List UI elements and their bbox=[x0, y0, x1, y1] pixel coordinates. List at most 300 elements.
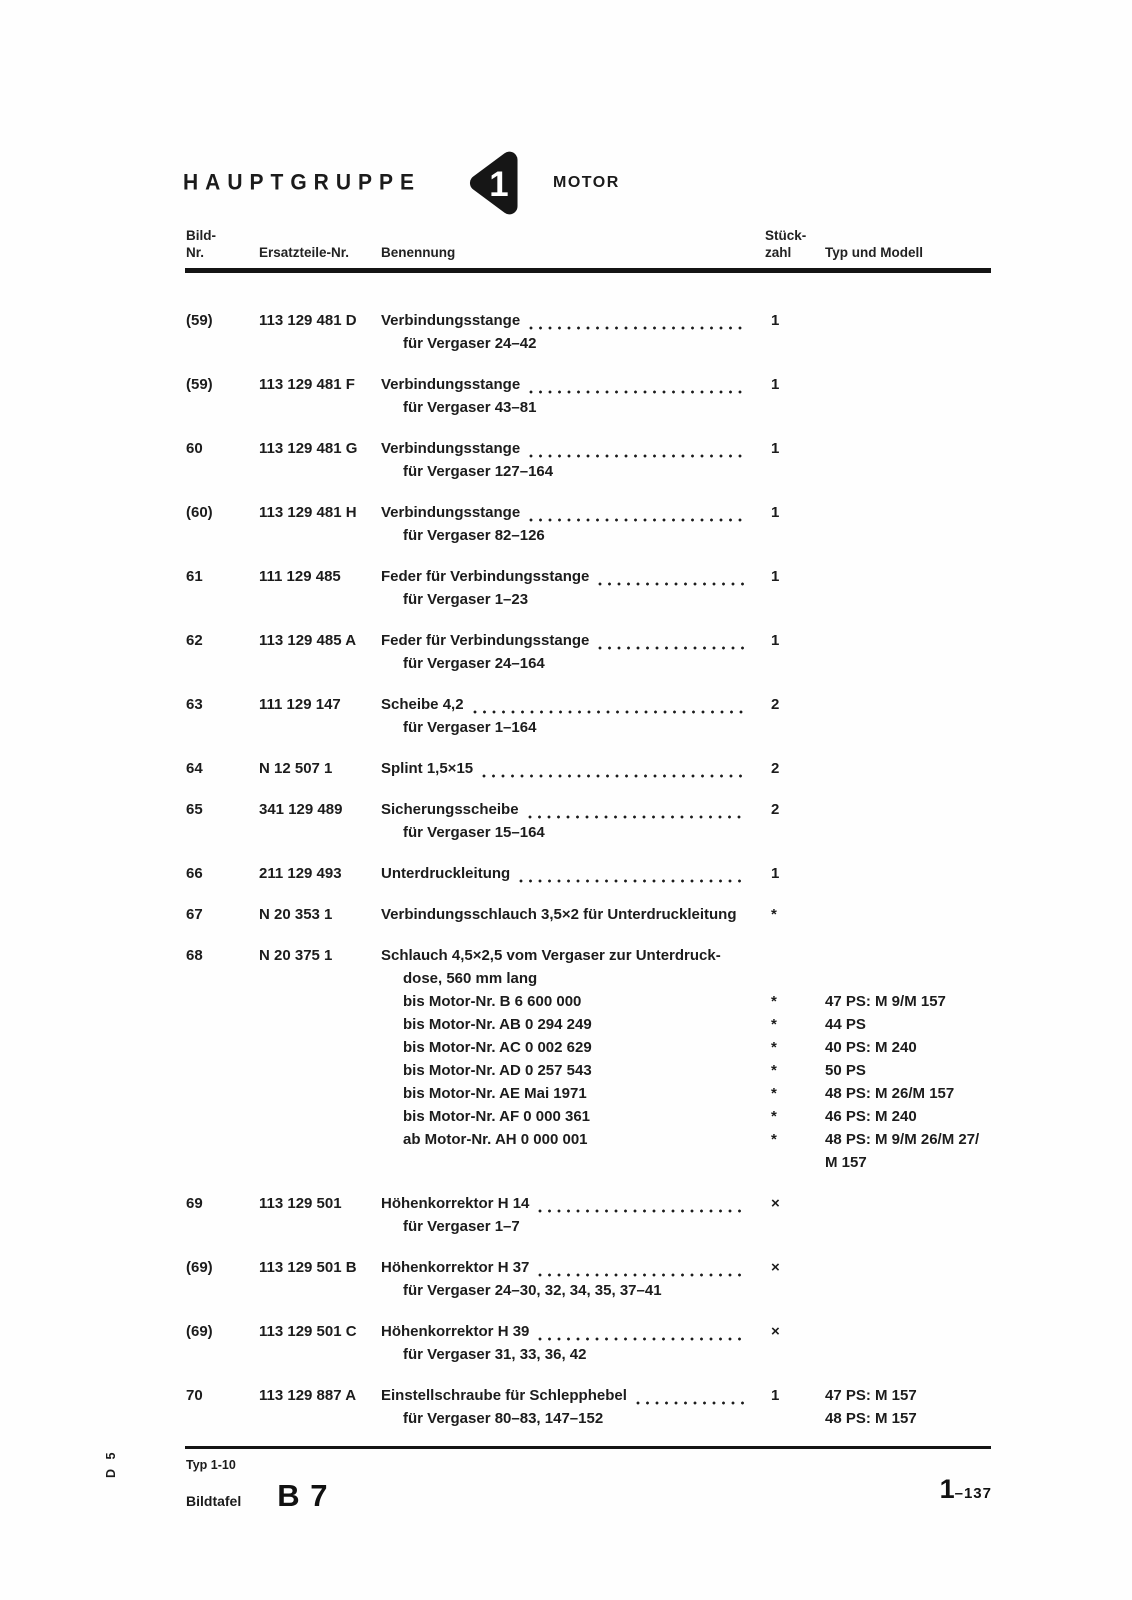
dot-leader bbox=[538, 1337, 747, 1341]
part-description bbox=[381, 903, 765, 926]
quantity: × bbox=[771, 1323, 780, 1340]
bild-nr: 65 bbox=[186, 801, 203, 818]
part-number: 111 129 485 bbox=[259, 568, 341, 585]
footer-bildtafel bbox=[186, 1478, 328, 1514]
table-row-line bbox=[186, 967, 1000, 990]
part-number bbox=[259, 396, 381, 419]
column-headers bbox=[186, 227, 1000, 261]
bildtafel-label: Bildtafel bbox=[186, 1493, 242, 1509]
part-description bbox=[381, 396, 765, 419]
part-number bbox=[259, 1279, 381, 1302]
part-number: N 20 353 1 bbox=[259, 906, 333, 923]
type-model: 47 PS: M 157 bbox=[825, 1387, 917, 1404]
bild-nr bbox=[186, 1151, 259, 1174]
table-row bbox=[186, 437, 1000, 483]
part-detail: für Vergaser 1–7 bbox=[403, 1218, 520, 1235]
bild-nr: (59) bbox=[186, 312, 213, 329]
part-number: 113 129 481 H bbox=[259, 504, 357, 521]
quantity bbox=[765, 716, 825, 739]
part-detail: bis Motor-Nr. AC 0 002 629 bbox=[403, 1039, 592, 1056]
type-model: 50 PS bbox=[825, 1062, 866, 1079]
part-description bbox=[381, 1128, 765, 1151]
part-name: Einstellschraube für Schlepphebel bbox=[381, 1387, 627, 1404]
table-row-line bbox=[186, 565, 1000, 588]
type-model bbox=[825, 821, 1000, 844]
bild-nr bbox=[186, 1407, 259, 1430]
table-row-line bbox=[186, 588, 1000, 611]
bild-nr: (69) bbox=[186, 1323, 213, 1340]
quantity: * bbox=[771, 1085, 777, 1102]
part-number bbox=[259, 990, 381, 1013]
type-model: 48 PS: M 9/M 26/M 27/ bbox=[825, 1131, 980, 1148]
part-number bbox=[259, 1013, 381, 1036]
column-header-benennung: Benennung bbox=[381, 245, 456, 260]
column-header-bild-nr: Bild- Nr. bbox=[186, 228, 216, 260]
type-model bbox=[825, 1215, 1000, 1238]
part-number bbox=[259, 1151, 381, 1174]
bild-nr: 69 bbox=[186, 1195, 203, 1212]
bild-nr: 61 bbox=[186, 568, 203, 585]
table-row-line bbox=[186, 1059, 1000, 1082]
part-number bbox=[259, 588, 381, 611]
part-description bbox=[381, 629, 765, 652]
table-row-line bbox=[186, 903, 1000, 926]
quantity: * bbox=[771, 1108, 777, 1125]
type-model bbox=[825, 309, 1000, 332]
part-description bbox=[381, 798, 765, 821]
table-row-line bbox=[186, 332, 1000, 355]
table-row bbox=[186, 1256, 1000, 1302]
page-number bbox=[940, 1474, 992, 1505]
header-divider bbox=[185, 268, 991, 273]
table-row bbox=[186, 565, 1000, 611]
table-row-line bbox=[186, 1192, 1000, 1215]
quantity: 2 bbox=[771, 801, 780, 818]
dot-leader bbox=[538, 1273, 747, 1277]
bild-nr bbox=[186, 1059, 259, 1082]
table-row-line bbox=[186, 1082, 1000, 1105]
bild-nr: 68 bbox=[186, 947, 203, 964]
type-model bbox=[825, 652, 1000, 675]
quantity: × bbox=[771, 1195, 780, 1212]
quantity: 1 bbox=[771, 376, 780, 393]
table-row-line bbox=[186, 944, 1000, 967]
part-detail: für Vergaser 1–164 bbox=[403, 719, 537, 736]
table-row-line bbox=[186, 821, 1000, 844]
part-number: 113 129 501 B bbox=[259, 1259, 357, 1276]
part-description bbox=[381, 821, 765, 844]
table-row-line bbox=[186, 757, 1000, 780]
table-row-line bbox=[186, 437, 1000, 460]
part-number bbox=[259, 332, 381, 355]
quantity bbox=[765, 524, 825, 547]
part-number: 113 129 485 A bbox=[259, 632, 357, 649]
quantity bbox=[765, 588, 825, 611]
part-name: Sicherungsscheibe bbox=[381, 801, 519, 818]
table-row-line bbox=[186, 1036, 1000, 1059]
footer-typ-range: Typ 1-10 bbox=[186, 1458, 236, 1472]
dot-leader bbox=[529, 326, 747, 330]
dot-leader bbox=[598, 646, 747, 650]
part-detail: für Vergaser 31, 33, 36, 42 bbox=[403, 1346, 587, 1363]
bild-nr bbox=[186, 1013, 259, 1036]
part-number: N 12 507 1 bbox=[259, 760, 333, 777]
part-number bbox=[259, 1215, 381, 1238]
part-detail: für Vergaser 24–42 bbox=[403, 335, 537, 352]
part-detail: für Vergaser 82–126 bbox=[403, 527, 545, 544]
type-model bbox=[825, 1343, 1000, 1366]
bild-nr: 64 bbox=[186, 760, 203, 777]
part-description bbox=[381, 1343, 765, 1366]
part-description bbox=[381, 1215, 765, 1238]
part-description bbox=[381, 716, 765, 739]
bild-nr bbox=[186, 588, 259, 611]
quantity bbox=[765, 967, 825, 990]
part-description bbox=[381, 1256, 765, 1279]
part-number bbox=[259, 1128, 381, 1151]
quantity: 1 bbox=[771, 312, 780, 329]
part-detail: für Vergaser 24–164 bbox=[403, 655, 545, 672]
quantity bbox=[765, 1215, 825, 1238]
table-row bbox=[186, 693, 1000, 739]
bild-nr bbox=[186, 990, 259, 1013]
bild-nr: 66 bbox=[186, 865, 203, 882]
type-model bbox=[825, 396, 1000, 419]
table-row bbox=[186, 757, 1000, 780]
page-number-rest: –137 bbox=[954, 1485, 992, 1502]
part-description bbox=[381, 1151, 765, 1174]
part-description bbox=[381, 1407, 765, 1430]
quantity: * bbox=[771, 993, 777, 1010]
type-model bbox=[825, 693, 1000, 716]
table-row-line bbox=[186, 309, 1000, 332]
type-model bbox=[825, 524, 1000, 547]
type-model bbox=[825, 903, 1000, 926]
bild-nr bbox=[186, 1279, 259, 1302]
dot-leader bbox=[598, 582, 747, 586]
part-number bbox=[259, 1105, 381, 1128]
table-row-line bbox=[186, 501, 1000, 524]
bild-nr bbox=[186, 1036, 259, 1059]
type-model: 40 PS: M 240 bbox=[825, 1039, 917, 1056]
part-name: Feder für Verbindungsstange bbox=[381, 632, 590, 649]
table-row bbox=[186, 1192, 1000, 1238]
part-description bbox=[381, 1320, 765, 1343]
quantity bbox=[765, 396, 825, 419]
dot-leader bbox=[528, 815, 747, 819]
type-model: 48 PS: M 157 bbox=[825, 1410, 917, 1427]
bild-nr bbox=[186, 396, 259, 419]
quantity: 1 bbox=[771, 440, 780, 457]
quantity: * bbox=[771, 906, 777, 923]
part-description bbox=[381, 524, 765, 547]
quantity: 1 bbox=[771, 568, 780, 585]
bild-nr bbox=[186, 524, 259, 547]
part-number bbox=[259, 821, 381, 844]
type-model bbox=[825, 944, 1000, 967]
part-name: Höhenkorrektor H 39 bbox=[381, 1323, 530, 1340]
part-description bbox=[381, 373, 765, 396]
quantity: 2 bbox=[771, 696, 780, 713]
bild-nr bbox=[186, 716, 259, 739]
part-name: Feder für Verbindungsstange bbox=[381, 568, 590, 585]
type-model bbox=[825, 629, 1000, 652]
quantity: * bbox=[771, 1016, 777, 1033]
part-name: Verbindungsschlauch 3,5×2 für Unterdruckleitung bbox=[381, 906, 737, 923]
quantity: 1 bbox=[771, 865, 780, 882]
bild-nr: (59) bbox=[186, 376, 213, 393]
part-number: 113 129 501 bbox=[259, 1195, 342, 1212]
type-model: 46 PS: M 240 bbox=[825, 1108, 917, 1125]
type-model bbox=[825, 437, 1000, 460]
type-model bbox=[825, 501, 1000, 524]
part-name: Höhenkorrektor H 37 bbox=[381, 1259, 530, 1276]
table-row-line bbox=[186, 373, 1000, 396]
part-description bbox=[381, 309, 765, 332]
group-name: MOTOR bbox=[553, 174, 620, 191]
table-row-line bbox=[186, 1151, 1000, 1174]
part-description bbox=[381, 565, 765, 588]
table-row-line bbox=[186, 1128, 1000, 1151]
part-description bbox=[381, 437, 765, 460]
table-row-line bbox=[186, 1320, 1000, 1343]
quantity bbox=[765, 944, 825, 967]
part-description bbox=[381, 1192, 765, 1215]
quantity: 1 bbox=[771, 1387, 780, 1404]
table-row-line bbox=[186, 1279, 1000, 1302]
dot-leader bbox=[538, 1209, 747, 1213]
quantity bbox=[765, 1343, 825, 1366]
part-name: Unterdruckleitung bbox=[381, 865, 511, 882]
dot-leader bbox=[473, 710, 747, 714]
bild-nr bbox=[186, 652, 259, 675]
table-row bbox=[186, 373, 1000, 419]
table-row bbox=[186, 944, 1000, 1174]
bild-nr bbox=[186, 821, 259, 844]
dot-leader bbox=[519, 879, 747, 883]
side-margin-label: D 5 bbox=[104, 1449, 118, 1478]
table-row-line bbox=[186, 460, 1000, 483]
part-description bbox=[381, 501, 765, 524]
table-row-line bbox=[186, 798, 1000, 821]
bild-nr bbox=[186, 1215, 259, 1238]
type-model bbox=[825, 862, 1000, 885]
quantity bbox=[765, 1407, 825, 1430]
table-row-line bbox=[186, 396, 1000, 419]
column-header-typ-und-modell: Typ und Modell bbox=[825, 245, 923, 260]
part-number: 113 129 481 F bbox=[259, 376, 355, 393]
table-row bbox=[186, 798, 1000, 844]
quantity bbox=[765, 821, 825, 844]
table-row-line bbox=[186, 1256, 1000, 1279]
part-number bbox=[259, 652, 381, 675]
part-number bbox=[259, 967, 381, 990]
bild-nr bbox=[186, 1343, 259, 1366]
part-number: N 20 375 1 bbox=[259, 947, 333, 964]
type-model: 48 PS: M 26/M 157 bbox=[825, 1085, 955, 1102]
part-name: Splint 1,5×15 bbox=[381, 760, 474, 777]
table-row bbox=[186, 862, 1000, 885]
part-name: Höhenkorrektor H 14 bbox=[381, 1195, 530, 1212]
quantity: 1 bbox=[771, 504, 780, 521]
table-row-line bbox=[186, 693, 1000, 716]
dot-leader bbox=[482, 774, 747, 778]
part-name: Verbindungsstange bbox=[381, 312, 521, 329]
table-row-line bbox=[186, 1407, 1000, 1430]
parts-table bbox=[186, 309, 1000, 1448]
bild-nr bbox=[186, 460, 259, 483]
part-description bbox=[381, 1013, 765, 1036]
type-model bbox=[825, 588, 1000, 611]
quantity: 1 bbox=[771, 632, 780, 649]
part-detail: für Vergaser 24–30, 32, 34, 35, 37–41 bbox=[403, 1282, 662, 1299]
part-number: 111 129 147 bbox=[259, 696, 341, 713]
part-description bbox=[381, 460, 765, 483]
quantity bbox=[765, 332, 825, 355]
dot-leader bbox=[529, 390, 747, 394]
page-header bbox=[183, 148, 803, 218]
table-row bbox=[186, 501, 1000, 547]
group-number-emblem bbox=[463, 149, 521, 217]
type-model bbox=[825, 332, 1000, 355]
part-name: Schlauch 4,5×2,5 vom Vergaser zur Unterdruck- bbox=[381, 947, 721, 964]
bild-nr: (69) bbox=[186, 1259, 213, 1276]
part-detail: für Vergaser 127–164 bbox=[403, 463, 554, 480]
quantity: × bbox=[771, 1259, 780, 1276]
table-row bbox=[186, 309, 1000, 355]
part-detail: für Vergaser 1–23 bbox=[403, 591, 529, 608]
bild-nr: 60 bbox=[186, 440, 203, 457]
part-description bbox=[381, 652, 765, 675]
part-number bbox=[259, 1082, 381, 1105]
type-model bbox=[825, 757, 1000, 780]
dot-leader bbox=[529, 518, 747, 522]
dot-leader bbox=[636, 1401, 747, 1405]
part-number: 211 129 493 bbox=[259, 865, 342, 882]
type-model bbox=[825, 1279, 1000, 1302]
table-row-line bbox=[186, 862, 1000, 885]
part-number: 113 129 501 C bbox=[259, 1323, 357, 1340]
part-detail: bis Motor-Nr. AE Mai 1971 bbox=[403, 1085, 587, 1102]
part-number: 113 129 887 A bbox=[259, 1387, 357, 1404]
type-model bbox=[825, 967, 1000, 990]
part-number bbox=[259, 524, 381, 547]
type-model bbox=[825, 1256, 1000, 1279]
table-row bbox=[186, 1384, 1000, 1430]
part-number bbox=[259, 1407, 381, 1430]
type-model: 47 PS: M 9/M 157 bbox=[825, 993, 946, 1010]
part-description bbox=[381, 1105, 765, 1128]
part-number: 113 129 481 G bbox=[259, 440, 358, 457]
table-row-line bbox=[186, 524, 1000, 547]
part-detail: bis Motor-Nr. AB 0 294 249 bbox=[403, 1016, 592, 1033]
column-header-stueckzahl: Stück- zahl bbox=[765, 228, 807, 260]
table-row-line bbox=[186, 990, 1000, 1013]
type-model bbox=[825, 460, 1000, 483]
part-number bbox=[259, 1343, 381, 1366]
part-description bbox=[381, 1279, 765, 1302]
part-name: Verbindungsstange bbox=[381, 504, 521, 521]
part-description bbox=[381, 693, 765, 716]
bild-nr bbox=[186, 1082, 259, 1105]
quantity: * bbox=[771, 1062, 777, 1079]
hauptgruppe-title: HAUPTGRUPPE bbox=[183, 170, 422, 195]
type-model bbox=[825, 1320, 1000, 1343]
part-description bbox=[381, 967, 765, 990]
table-row-line bbox=[186, 1013, 1000, 1036]
dot-leader bbox=[529, 454, 747, 458]
table-row-line bbox=[186, 629, 1000, 652]
part-description bbox=[381, 1059, 765, 1082]
part-name: Scheibe 4,2 bbox=[381, 696, 464, 713]
quantity: * bbox=[771, 1039, 777, 1056]
table-row bbox=[186, 1320, 1000, 1366]
part-detail: bis Motor-Nr. AD 0 257 543 bbox=[403, 1062, 592, 1079]
part-number: 113 129 481 D bbox=[259, 312, 357, 329]
part-detail: für Vergaser 15–164 bbox=[403, 824, 545, 841]
part-name: Verbindungsstange bbox=[381, 440, 521, 457]
table-row-line bbox=[186, 1105, 1000, 1128]
bildtafel-value: B 7 bbox=[277, 1478, 329, 1513]
part-detail: für Vergaser 80–83, 147–152 bbox=[403, 1410, 604, 1427]
quantity: * bbox=[771, 1131, 777, 1148]
type-model: M 157 bbox=[825, 1154, 867, 1171]
part-detail: bis Motor-Nr. B 6 600 000 bbox=[403, 993, 582, 1010]
table-row bbox=[186, 629, 1000, 675]
part-description bbox=[381, 944, 765, 967]
part-number: 341 129 489 bbox=[259, 801, 343, 818]
bild-nr: 63 bbox=[186, 696, 203, 713]
quantity: 2 bbox=[771, 760, 780, 777]
quantity bbox=[765, 652, 825, 675]
part-number bbox=[259, 1036, 381, 1059]
part-description bbox=[381, 1036, 765, 1059]
part-description bbox=[381, 1082, 765, 1105]
part-detail: dose, 560 mm lang bbox=[403, 970, 538, 987]
bild-nr: 67 bbox=[186, 906, 203, 923]
bild-nr: (60) bbox=[186, 504, 213, 521]
table-row-line bbox=[186, 1215, 1000, 1238]
table-row bbox=[186, 903, 1000, 926]
column-header-ersatzteile-nr: Ersatzteile-Nr. bbox=[259, 245, 350, 260]
type-model bbox=[825, 716, 1000, 739]
bild-nr bbox=[186, 1105, 259, 1128]
table-row-line bbox=[186, 1384, 1000, 1407]
part-number bbox=[259, 1059, 381, 1082]
quantity bbox=[765, 1279, 825, 1302]
footer-divider bbox=[185, 1446, 991, 1449]
type-model bbox=[825, 798, 1000, 821]
quantity bbox=[765, 460, 825, 483]
part-description bbox=[381, 990, 765, 1013]
bild-nr bbox=[186, 967, 259, 990]
part-description bbox=[381, 332, 765, 355]
part-description bbox=[381, 1384, 765, 1407]
bild-nr bbox=[186, 332, 259, 355]
part-description bbox=[381, 862, 765, 885]
type-model: 44 PS bbox=[825, 1016, 866, 1033]
part-description bbox=[381, 757, 765, 780]
type-model bbox=[825, 565, 1000, 588]
part-detail: bis Motor-Nr. AF 0 000 361 bbox=[403, 1108, 591, 1125]
group-number: 1 bbox=[489, 164, 509, 204]
table-row-line bbox=[186, 652, 1000, 675]
page-number-major: 1 bbox=[939, 1474, 955, 1504]
bild-nr bbox=[186, 1128, 259, 1151]
quantity bbox=[765, 1151, 825, 1174]
bild-nr: 70 bbox=[186, 1387, 203, 1404]
table-row-line bbox=[186, 716, 1000, 739]
